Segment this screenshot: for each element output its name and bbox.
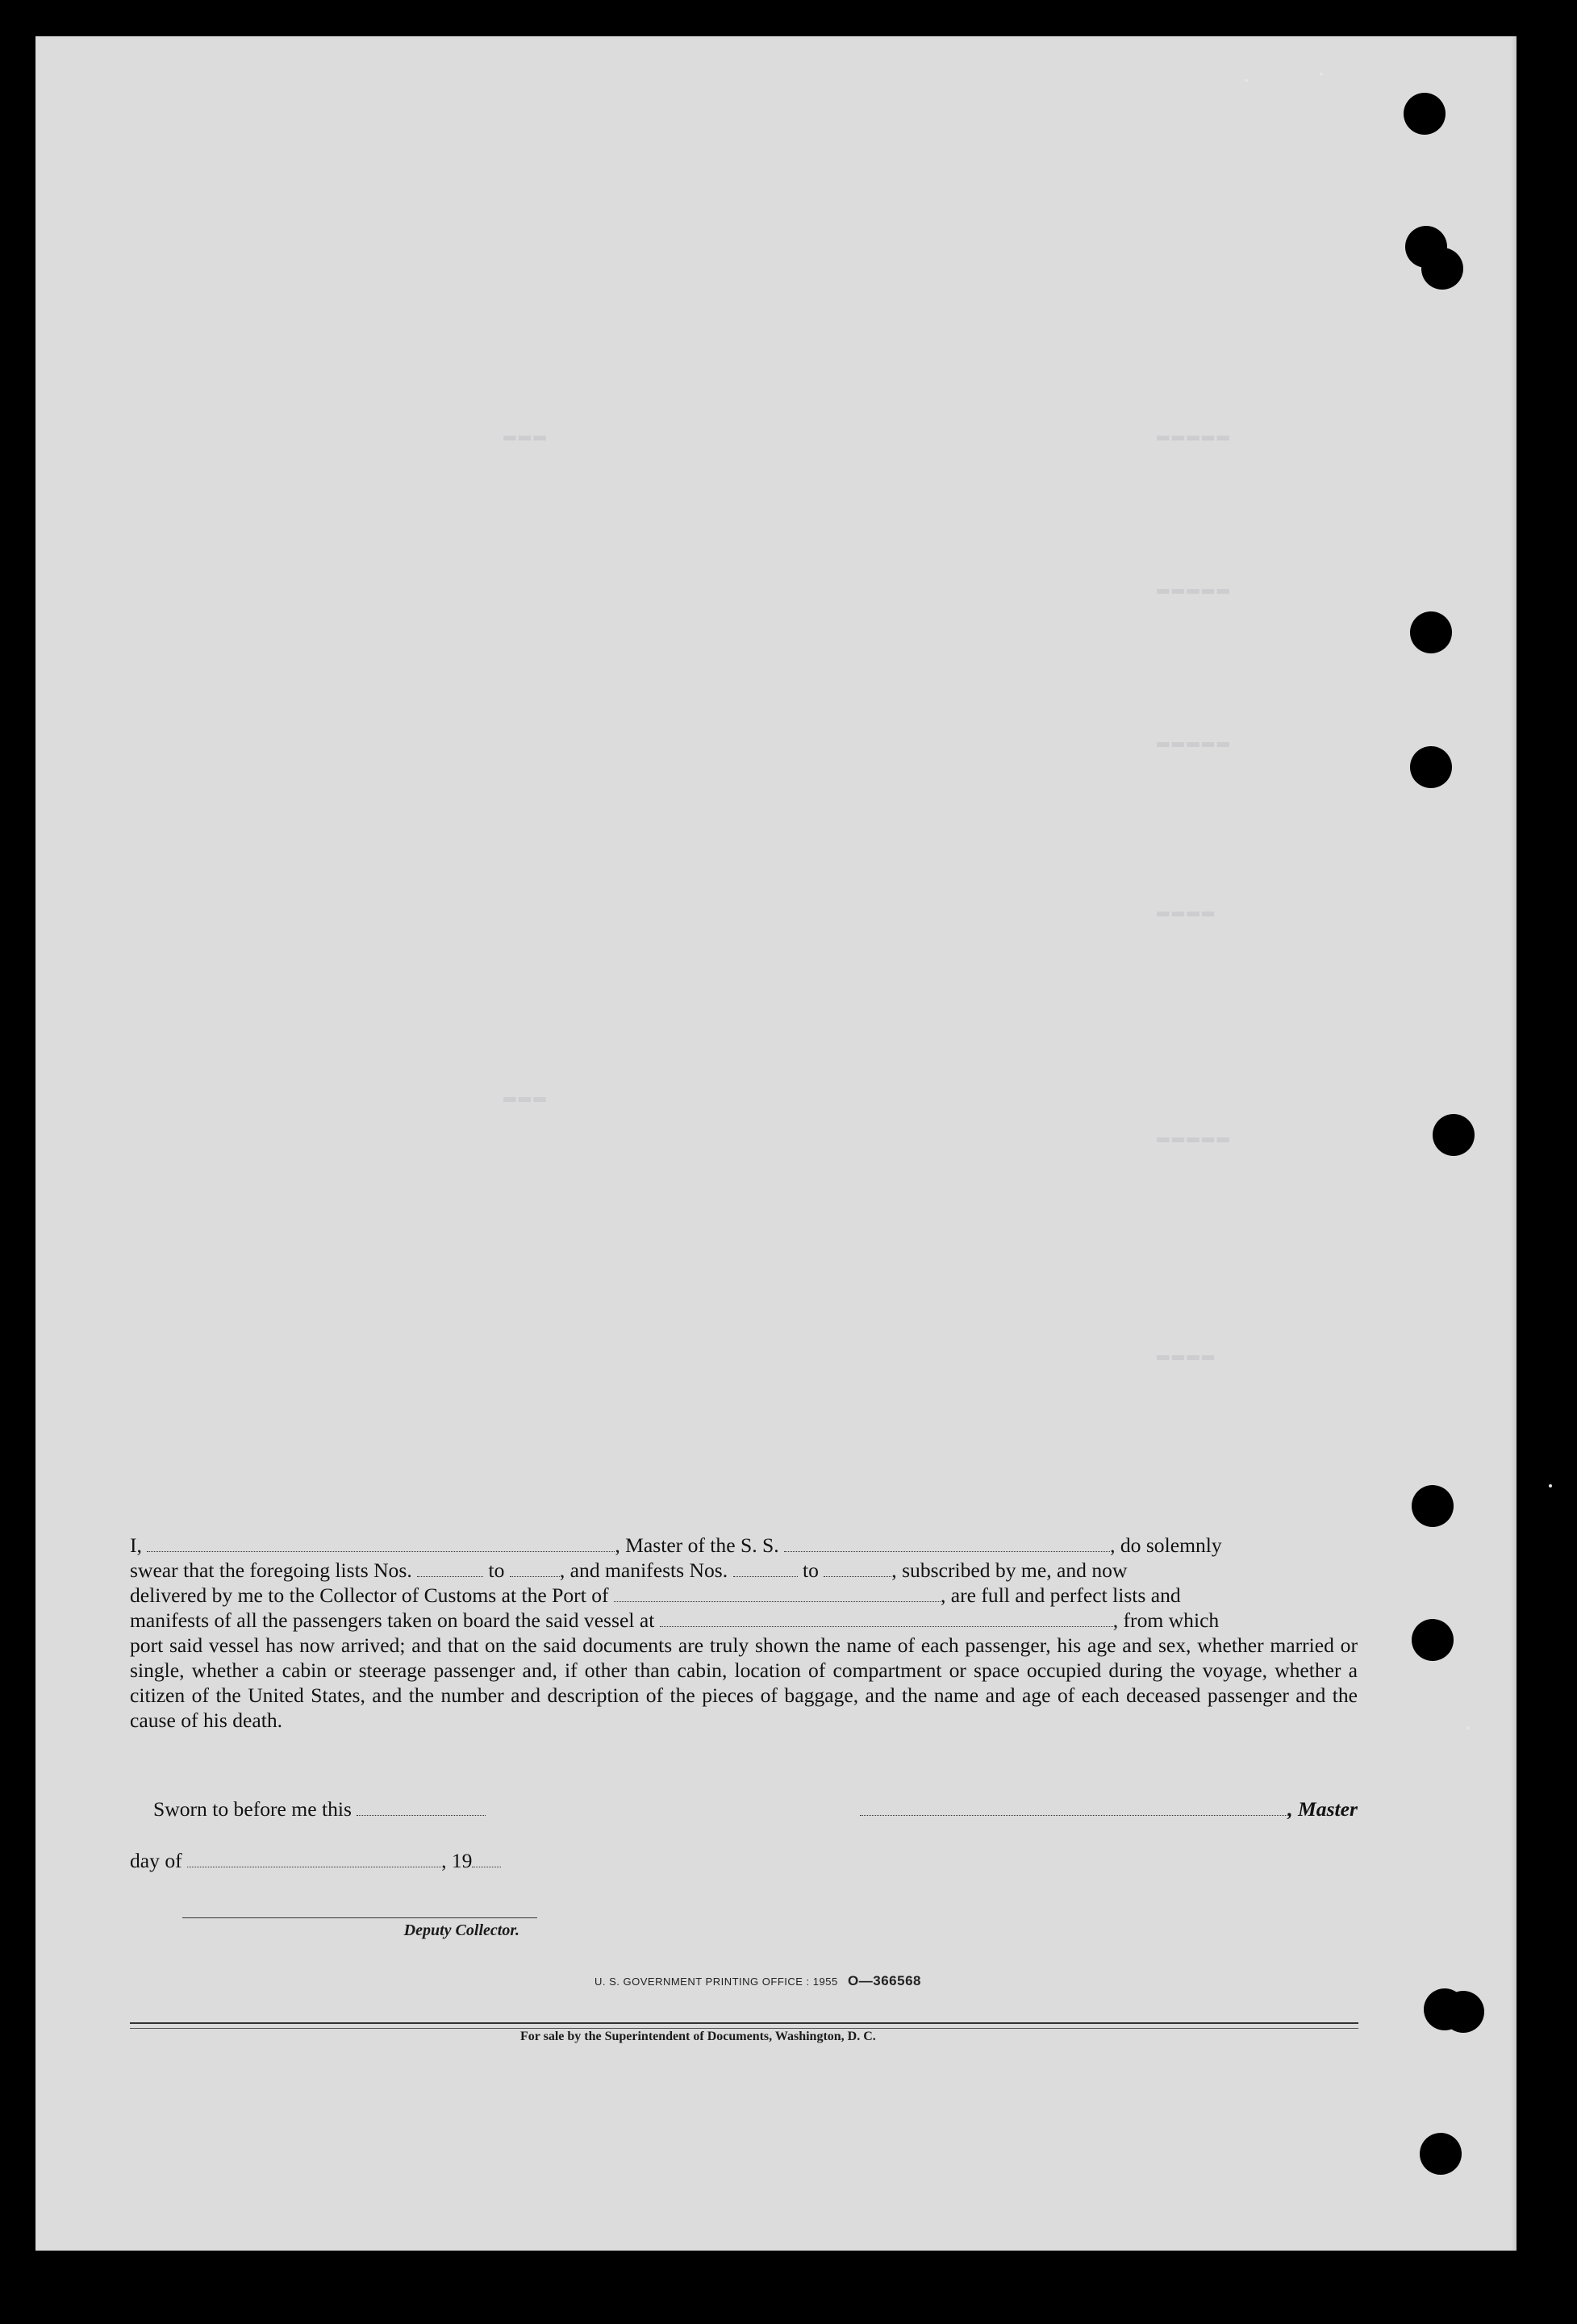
bleed-through-mark: ▬▬▬▬▬ [1157,577,1233,601]
oath-paragraph [130,1533,1358,1733]
scan-speck [1466,1726,1470,1729]
blank-list-from [417,1562,483,1577]
blank-list-to [510,1562,560,1577]
deputy-collector-label: Deputy Collector. [403,1921,519,1939]
oath-solemnly: , do solemnly [1110,1533,1222,1557]
blank-manifest-to [824,1562,891,1577]
blank-master-name [147,1537,615,1552]
day-of-label: day of [130,1849,182,1872]
day-of-line [130,1849,501,1873]
oath-manifests-all: manifests of all the passengers taken on board the said vessel at [130,1608,655,1632]
scan-speck [1320,73,1323,76]
for-sale-notice: For sale by the Superintendent of Documents, Washington, D. C. [520,2030,876,2043]
blank-port [614,1587,941,1602]
gpo-text: U. S. GOVERNMENT PRINTING OFFICE : 1955 [595,1976,838,1988]
punch-hole [1433,1114,1475,1156]
punch-hole [1442,1991,1484,2033]
oath-to-2: to [802,1558,819,1582]
oath-are-full: , are full and perfect lists and [940,1583,1181,1607]
blank-master-signature [860,1800,1287,1816]
blank-port-departure [660,1612,1113,1627]
gpo-code: O—366568 [848,1973,921,1988]
punch-hole [1410,611,1452,653]
bleed-through-mark: ▬▬▬ [503,423,549,448]
sworn-label: Sworn to before me this [153,1797,352,1821]
punch-hole [1420,2133,1462,2175]
master-signature-line [844,1797,1358,1821]
bleed-through-mark: ▬▬▬▬ [1157,899,1217,924]
page-edge-shadow [1512,36,1517,2251]
punch-hole [1421,248,1463,290]
oath-subscribed: , subscribed by me, and now [891,1558,1128,1582]
footer-rule-thin [130,2028,1358,2029]
oath-delivered: delivered by me to the Collector of Customs at the Port of [130,1583,609,1607]
oath-and-manifests: , and manifests Nos. [559,1558,728,1582]
bleed-through-mark: ▬▬▬▬▬ [1157,423,1233,448]
sworn-line [153,1797,486,1821]
punch-hole [1412,1619,1454,1661]
footer-rule [130,2022,1358,2024]
oath-rest: port said vessel has now arrived; and that on the said documents are truly shown the name of each passenger, his age and sex, whether married or single, whether a cabin or steerage passenger and, if other than cabin, location of compartment or space occupied during the voyage, whether a citizen of the United States, and the number and description of the pieces of baggage, and the name and age of each deceased passenger and the cause of his death. [130,1633,1358,1732]
oath-swear: swear that the foregoing lists Nos. [130,1558,412,1582]
blank-vessel-name [784,1537,1110,1552]
punch-hole [1412,1485,1454,1527]
oath-i: I, [130,1533,142,1557]
oath-master-of: , Master of the S. S. [615,1533,779,1557]
scan-speck [1245,79,1248,82]
oath-to-1: to [488,1558,505,1582]
blank-year [472,1852,501,1867]
punch-hole [1410,746,1452,788]
year-prefix: , 19 [441,1849,473,1872]
punch-hole [1404,93,1446,135]
oath-from-which: , from which [1112,1608,1220,1632]
blank-manifest-from [733,1562,798,1577]
scan-speck [1549,1484,1552,1487]
document-page [35,36,1517,2251]
deputy-signature-line [182,1917,537,1918]
bleed-through-mark: ▬▬▬▬▬ [1157,1125,1233,1149]
blank-sworn-day [357,1800,486,1816]
blank-month [187,1852,441,1867]
bleed-through-mark: ▬▬▬▬▬ [1157,730,1233,754]
bleed-through-mark: ▬▬▬▬ [1157,1343,1217,1367]
bleed-through-mark: ▬▬▬ [503,1085,549,1109]
gpo-imprint [595,1973,921,1989]
master-suffix: , Master [1287,1797,1358,1821]
